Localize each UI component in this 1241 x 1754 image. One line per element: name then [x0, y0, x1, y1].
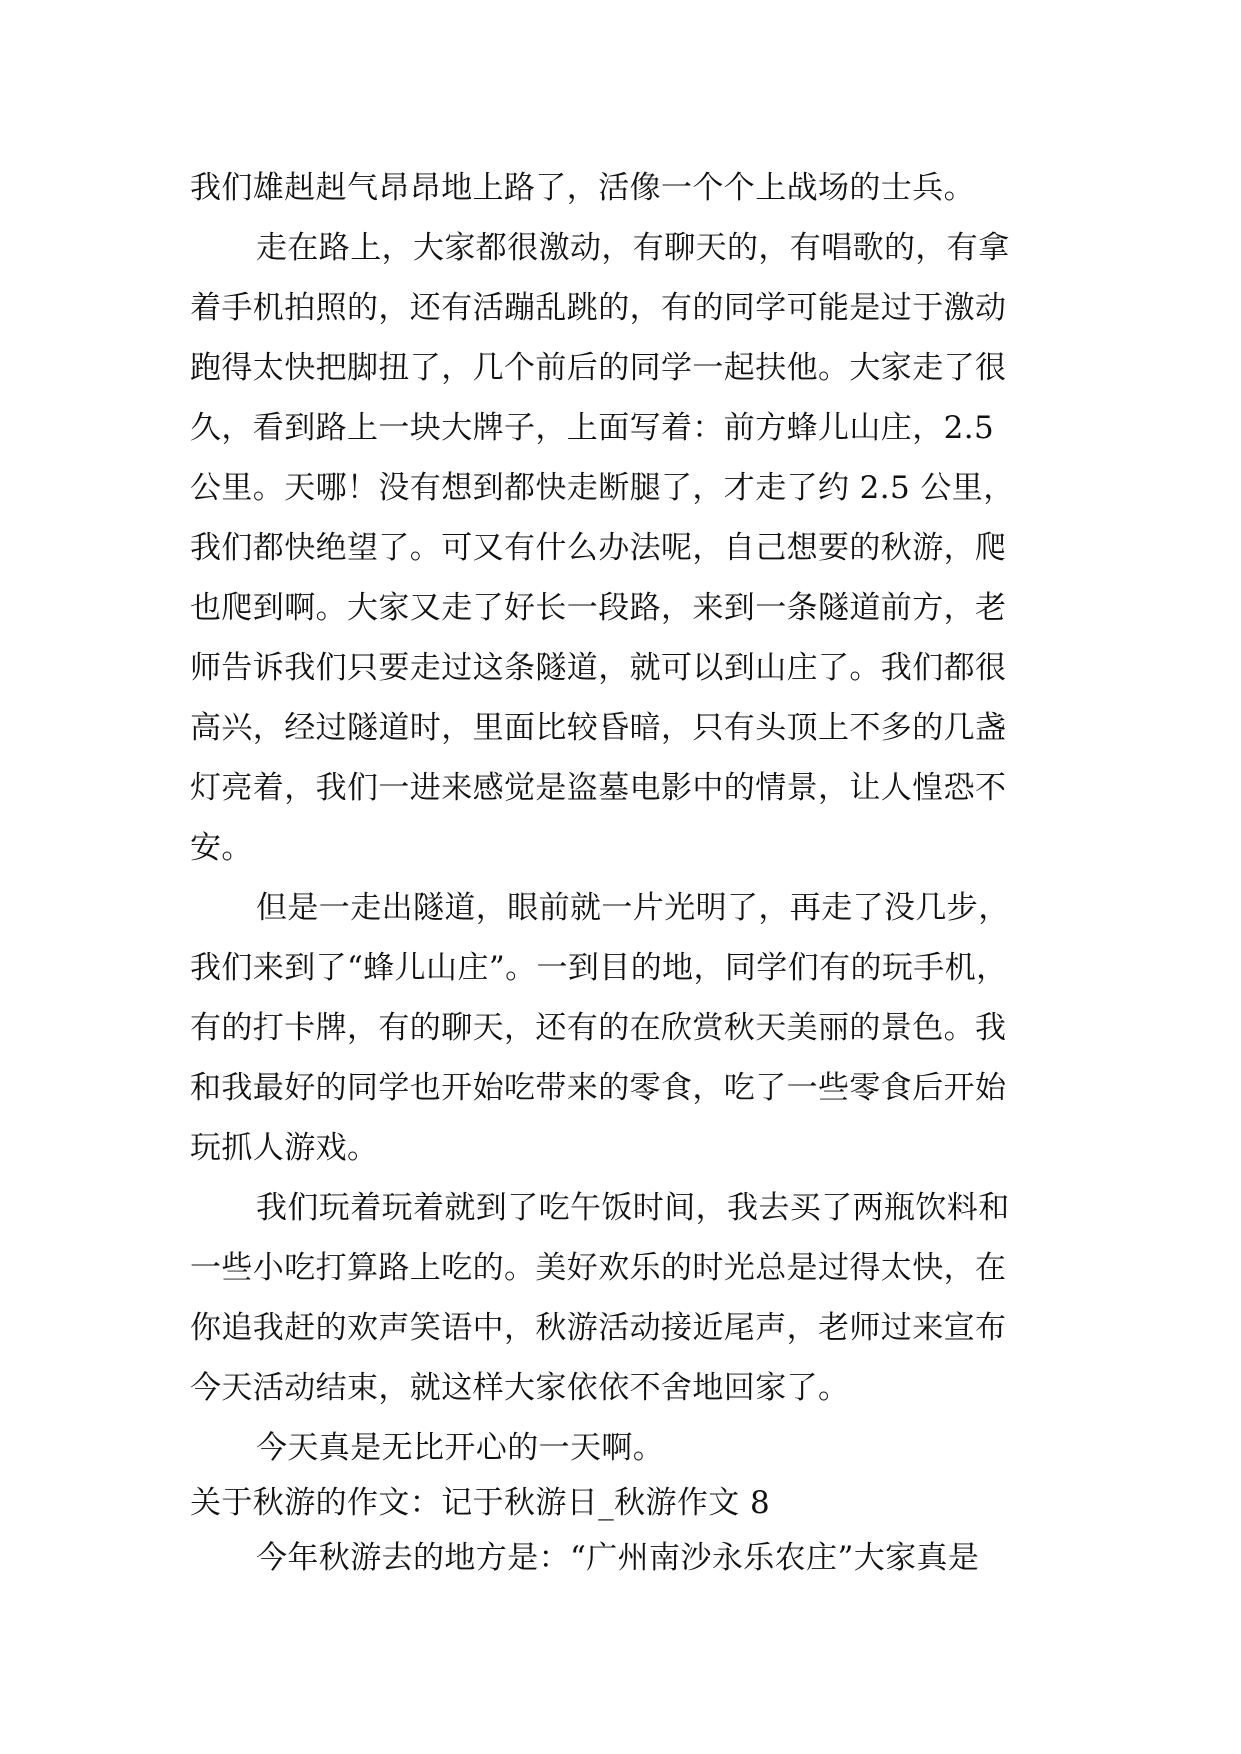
text-line: 玩抓人游戏。 [190, 1130, 379, 1166]
text-line: 也爬到啊。大家又走了好长一段路，来到一条隧道前方，老 [190, 590, 1007, 626]
text-line: 跑得太快把脚扭了，几个前后的同学一起扶他。大家走了很 [190, 350, 1007, 386]
paragraph-first-line: 走在路上，大家都很激动，有聊天的，有唱歌的，有拿 [256, 230, 1010, 266]
text-line: 久，看到路上一块大牌子，上面写着：前方蜂儿山庄，2.5 [190, 410, 995, 446]
text-line: 我们来到了“蜂儿山庄”。一到目的地，同学们有的玩手机， [190, 950, 1008, 986]
text-line: 今天活动结束，就这样大家依依不舍地回家了。 [190, 1370, 850, 1406]
text-line: 有的打卡牌，有的聊天，还有的在欣赏秋天美丽的景色。我 [190, 1010, 1007, 1046]
text-line: 我们雄赳赳气昂昂地上路了，活像一个个上战场的士兵。 [190, 170, 975, 206]
text-line: 灯亮着，我们一进来感觉是盗墓电影中的情景，让人惶恐不 [190, 770, 1007, 806]
text-line: 高兴，经过隧道时，里面比较昏暗，只有头顶上不多的几盏 [190, 710, 1007, 746]
section-heading: 关于秋游的作文：记于秋游日_秋游作文 8 [190, 1485, 771, 1521]
text-line: 安。 [190, 830, 253, 866]
paragraph-first-line: 我们玩着玩着就到了吃午饭时间，我去买了两瓶饮料和 [256, 1190, 1010, 1226]
text-line: 和我最好的同学也开始吃带来的零食，吃了一些零食后开始 [190, 1070, 1007, 1106]
text-line: 着手机拍照的，还有活蹦乱跳的，有的同学可能是过于激动 [190, 290, 1007, 326]
paragraph-first-line: 但是一走出隧道，眼前就一片光明了，再走了没几步， [256, 890, 1010, 926]
text-line: 师告诉我们只要走过这条隧道，就可以到山庄了。我们都很 [190, 650, 1007, 686]
paragraph-first-line: 今天真是无比开心的一天啊。 [256, 1430, 665, 1466]
text-line: 我们都快绝望了。可又有什么办法呢，自己想要的秋游，爬 [190, 530, 1007, 566]
text-line: 你追我赶的欢声笑语中，秋游活动接近尾声，老师过来宣布 [190, 1310, 1007, 1346]
text-line: 公里。天哪！没有想到都快走断腿了，才走了约 2.5 公里， [190, 470, 1015, 506]
text-line: 一些小吃打算路上吃的。美好欢乐的时光总是过得太快，在 [190, 1250, 1007, 1286]
paragraph-first-line: 今年秋游去的地方是：“广州南沙永乐农庄”大家真是 [256, 1540, 980, 1576]
